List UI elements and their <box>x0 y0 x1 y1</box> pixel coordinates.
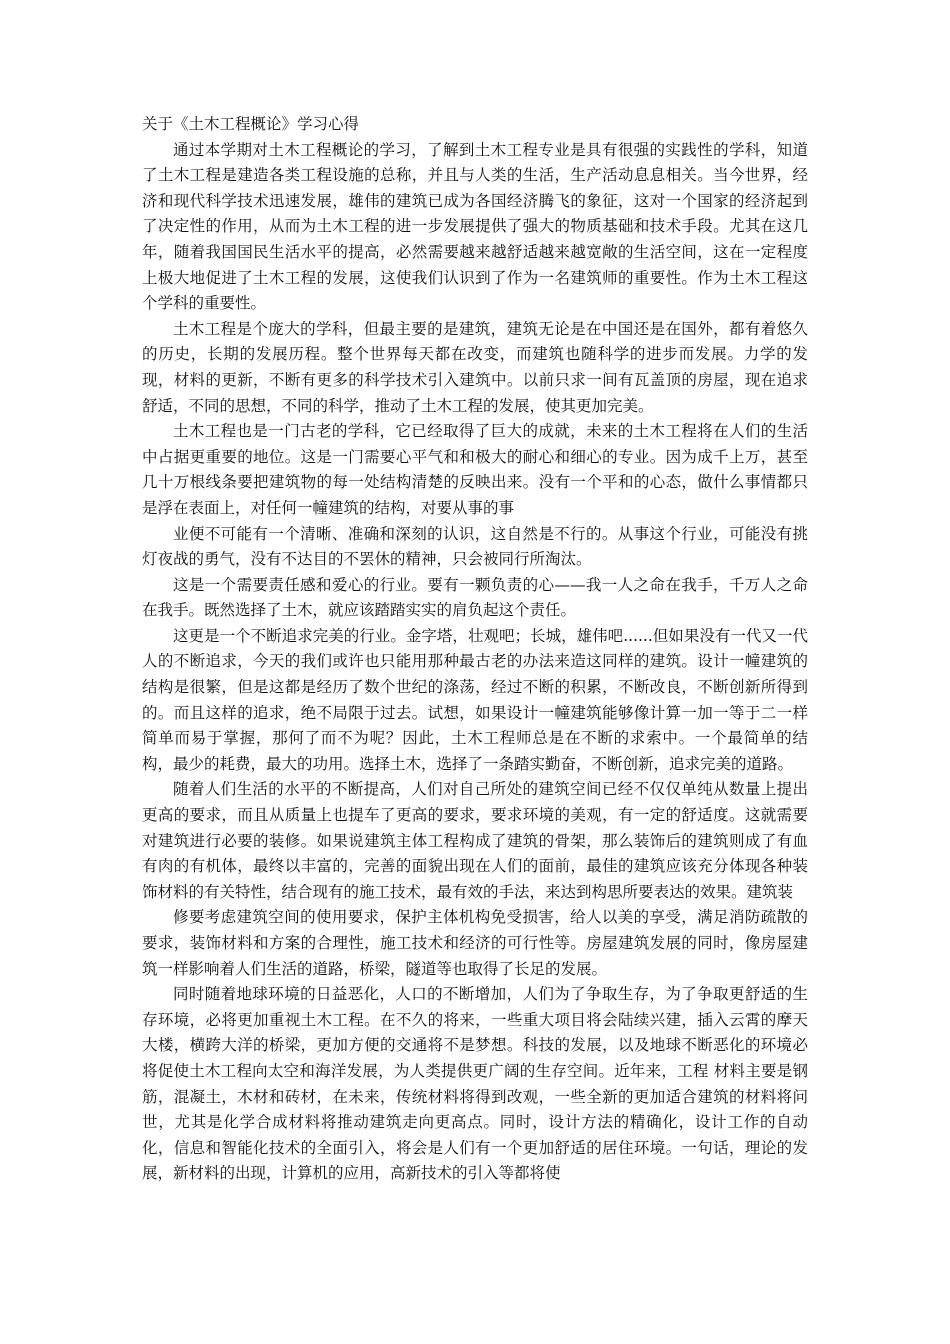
paragraph-intro: 通过本学期对土木工程概论的学习，了解到土木工程专业是具有很强的实践性的学科，知道了土木工程是建造各类工程设施的总称，并且与人类的生活，生产活动息息相关。当今世界，经济和现代科学技术迅速发展，雄伟的建筑已成为各国经济腾飞的象征，这对一个国家的经济起到了决定性的作用，从而为土木工程的进一步发展提供了强大的物质基础和技术手段。尤其在这几年，随着我国国民生活水平的提高，必然需要越来越舒适越来越宽敞的生活空间，这在一定程度上极大地促进了土木工程的发展，这使我们认识到了作为一名建筑师的重要性。作为土木工程这个学科的重要性。 <box>142 140 808 313</box>
paragraph-decoration-continuation: 修要考虑建筑空间的使用要求，保护主体机构免受损害，给人以美的享受，满足消防疏散的要求，装饰材料和方案的合理性，施工技术和经济的可行性等。房屋建筑发展的同时，像房屋建筑一样影响着人们生活的道路，桥梁，隧道等也取得了长足的发展。 <box>142 908 808 978</box>
document-page <box>142 112 808 1187</box>
paragraph-perfection: 这更是一个不断追求完美的行业。金字塔，壮观吧；长城，雄伟吧......但如果没有一代又一代人的不断追求，今天的我们或许也只能用那种最古老的办法来造这同样的建筑。设计一幢建筑的结构是很繁，但是这都是经历了数个世纪的涤荡，经过不断的积累，不断改良，不断创新所得到的。而且这样的追求，绝不局限于过去。试想，如果设计一幢建筑能够像计算一加一等于二一样简单而易于掌握，那何了而不为呢？因此，土木工程师总是在不断的求索中。一个最简单的结构，最少的耗费，最大的功用。选择土木，选择了一条踏实勤奋，不断创新，追求完美的道路。 <box>142 626 808 773</box>
paragraph-responsibility: 这是一个需要责任感和爱心的行业。要有一颗负责的心——我一人之命在我手，千万人之命在我手。既然选择了土木，就应该踏踏实实的肩负起这个责任。 <box>142 575 808 620</box>
paragraph-career-continuation: 业便不可能有一个清晰、准确和深刻的认识，这自然是不行的。从事这个行业，可能没有挑灯夜战的勇气，没有不达目的不罢休的精神，只会被同行所淘汰。 <box>142 524 808 569</box>
paragraph-architecture-history: 土木工程是个庞大的学科，但最主要的是建筑，建筑无论是在中国还是在国外，都有着悠久的历史，长期的发展历程。整个世界每天都在改变，而建筑也随科学的进步而发展。力学的发现，材料的更新，不断有更多的科学技术引入建筑中。以前只求一间有瓦盖顶的房屋，现在追求舒适，不同的思想，不同的科学，推动了土木工程的发展，使其更加完美。 <box>142 319 808 415</box>
document-title: 关于《土木工程概论》学习心得 <box>142 115 360 133</box>
paragraph-decoration: 随着人们生活的水平的不断提高，人们对自己所处的建筑空间已经不仅仅单纯从数量上提出更高的要求，而且从质量上也提车了更高的要求，要求环境的美观，有一定的舒适度。这就需要对建筑进行必要的装修。如果说建筑主体工程构成了建筑的骨架，那么装饰后的建筑则成了有血有肉的有机体，最终以丰富的，完善的面貌出现在人们的面前，最佳的建筑应该充分体现各种装饰材料的有关特性，结合现有的施工技术，最有效的手法，来达到构思所要表达的效果。建筑装 <box>142 780 808 901</box>
paragraph-ancient-discipline: 土木工程也是一门古老的学科，它已经取得了巨大的成就，未来的土木工程将在人们的生活中占据更重要的地位。这是一门需要心平气和和极大的耐心和细心的专业。因为成千上万，甚至几十万根线条要把建筑物的每一处结构清楚的反映出来。没有一个平和的心态，做什么事情都只是浮在表面上，对任何一幢建筑的结构，对要从事的事 <box>142 422 808 517</box>
paragraph-future: 同时随着地球环境的日益恶化，人口的不断增加，人们为了争取生存，为了争取更舒适的生存环境，必将更加重视土木工程。在不久的将来，一些重大项目将会陆续兴建，插入云霄的摩天大楼，横跨大洋的桥梁，更加方便的交通将不是梦想。科技的发展，以及地球不断恶化的环境必将促使土木工程向太空和海洋发展，为人类提供更广阔的生存空间。近年来，工程 材料主要是钢筋，混凝土，木材和砖材，在未来，传统材料将得到改观，一些全新的更加适合建筑的材料将问世，尤其是化学合成材料将推动建筑走向更高点。同时，设计方法的精确化，设计工作的自动化，信息和智能化技术的全面引入，将会是人们有一个更加舒适的居住环境。一句话，理论的发展，新材料的出现，计算机的应用，高新技术的引入等都将使 <box>142 985 808 1183</box>
